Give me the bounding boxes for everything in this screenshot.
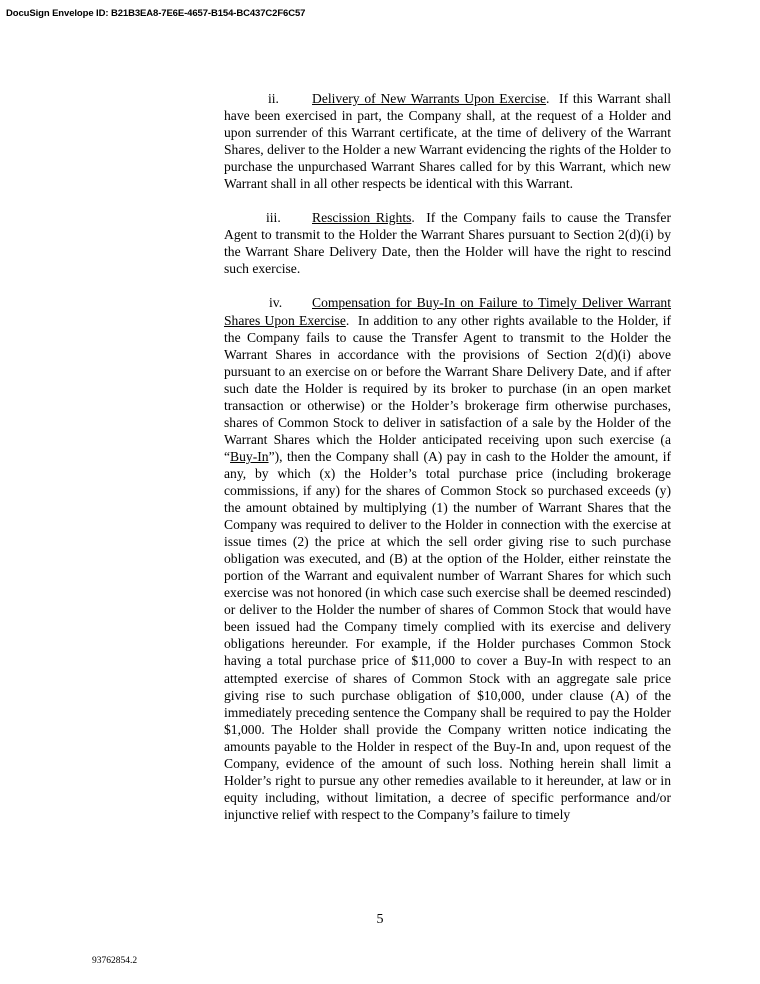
heading-suffix: .	[546, 91, 550, 106]
defined-term-buy-in: Buy-In	[230, 448, 269, 464]
paragraph-number: iii.	[266, 210, 281, 226]
paragraph-compensation-for-buy-in	[224, 294, 671, 822]
heading-suffix: .	[411, 210, 415, 226]
document-id: 93762854.2	[92, 956, 138, 966]
paragraph-delivery-of-new-warrants	[224, 90, 671, 192]
document-body	[224, 90, 671, 840]
paragraph-number: ii.	[268, 91, 279, 106]
paragraph-body-part-1: In addition to any other rights available to the Holder, if the Company fails to cause the Transfer Agent to transmit to the Holder the Warrant Shares in accordance with the provisions of Section 2(d)(i) above pursuant to an exercise on or before the Warrant Share Delivery Date, and if after such date the Holder is required by its broker to purchase (in an open market transaction or otherwise) or the Holder’s brokerage firm otherwise purchases, shares of Common Stock to deliver in satisfaction of a sale by the Holder of the Warrant Shares which the Holder anticipated receiving upon such exercise (a “	[224, 312, 672, 464]
paragraph-rescission-rights	[224, 209, 671, 277]
heading-suffix: .	[345, 312, 350, 328]
paragraph-body: If the Company fails to cause the Transfer Agent to transmit to the Holder the Warrant Shares pursuant to Section 2(d)(i) by the Warrant Share Delivery Date, then the Holder will have the right to rescind such exercise.	[224, 210, 671, 277]
paragraph-number: iv.	[269, 295, 283, 311]
paragraph-body: If this Warrant shall have been exercised in part, the Company shall, at the request of a Holder and upon surrender of this Warrant certificate, at the time of delivery of the Warrant Shares, deliver to the Holder a new Warrant evidencing the rights of the Holder to purchase the unpurchased Warrant Shares called for by this Warrant, which new Warrant shall in all other respects be identical with this Warrant.	[224, 91, 672, 192]
docusign-envelope-id: DocuSign Envelope ID: B21B3EA8-7E6E-4657-B154-BC437C2F6C57	[6, 8, 306, 19]
paragraph-heading: Rescission Rights	[312, 210, 412, 226]
paragraph-heading: Delivery of New Warrants Upon Exercise	[312, 91, 547, 106]
paragraph-body-part-2: ”), then the Company shall (A) pay in cash to the Holder the amount, if any, by which (x) the Holder’s total purchase price (including brokerage commissions, if any) for the shares of Common Stock so purchased exceeds (y) the amount obtained by multiplying (1) the number of Warrant Shares that the Company was required to deliver to the Holder in connection with the exercise at issue times (2) the price at which the sell order giving rise to such purchase obligation was executed, and (B) at the option of the Holder, either reinstate the portion of the Warrant and equivalent number of Warrant Shares for which such exercise was not honored (in which case such exercise shall be deemed rescinded) or deliver to the Holder the number of shares of Common Stock that would have been issued had the Company timely complied with its exercise and delivery obligations hereunder. For example, if the Holder purchases Common Stock having a total purchase price of $11,000 to cover a Buy-In with respect to an attempted exercise of shares of Common Stock with an aggregate sale price giving rise to such purchase obligation of $10,000, under clause (A) of the immediately preceding sentence the Company shall be required to pay the Holder $1,000. The Holder shall provide the Company written notice indicating the amounts payable to the Holder in respect of the Buy-In and, upon request of the Company, evidence of the amount of such loss. Nothing herein shall limit a Holder’s right to pursue any other remedies available to it hereunder, at law or in equity including, without limitation, a decree of specific performance and/or injunctive relief with respect to the Company’s failure to timely	[224, 448, 671, 822]
page-number: 5	[376, 912, 384, 927]
paragraph-heading: Compensation for Buy-In on Failure to Timely Deliver Warrant Shares Upon Exercise	[224, 295, 671, 328]
